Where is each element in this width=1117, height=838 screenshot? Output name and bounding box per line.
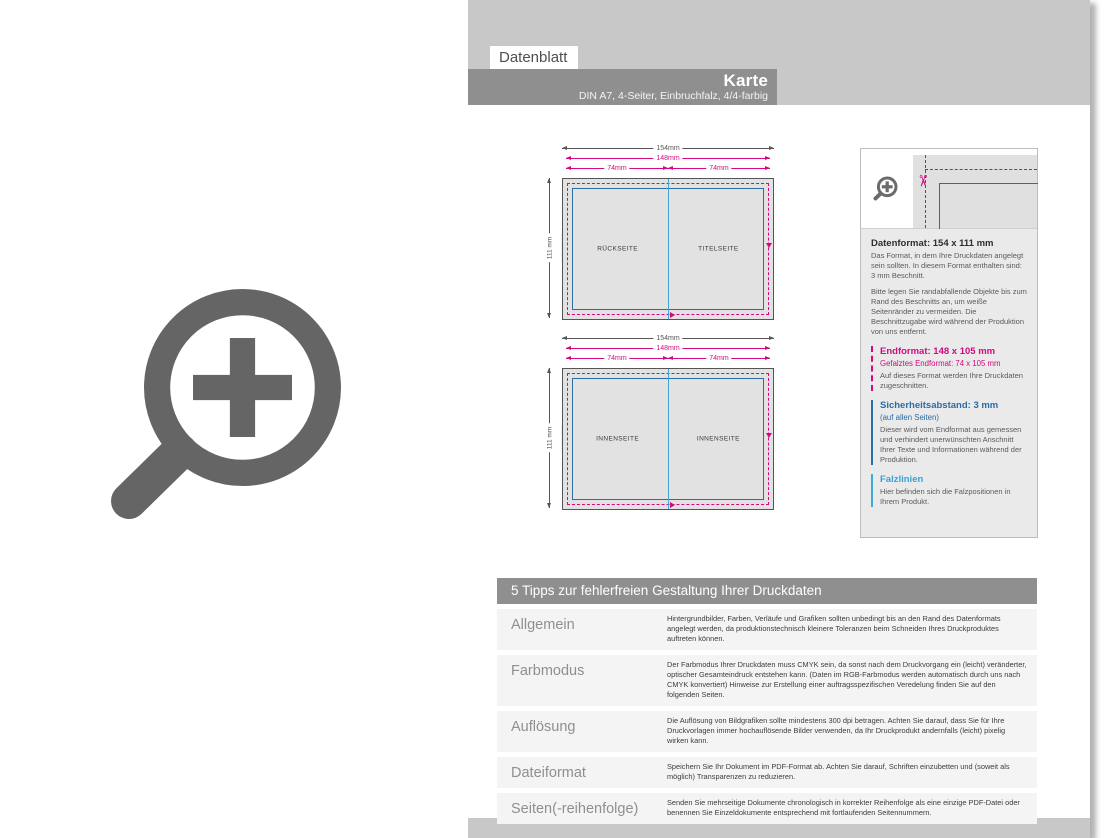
tips-header: 5 Tipps zur fehlerfreien Gestaltung Ihrer Druckdaten [497,578,1037,604]
page-subtitle: DIN A7, 4-Seiter, Einbruchfalz, 4/4-farbig [578,90,768,102]
tip-text: Senden Sie mehrseitige Dokumente chronologisch in korrekter Reihenfolge als eine einzige PDF-Datei oder benennen Sie Einzeldokumente entsprechend mit fortlaufenden Seitennummern. [667,798,1020,817]
page-title: Karte [723,71,768,90]
tip-text: Die Auflösung von Bildgrafiken sollte mindestens 300 dpi betragen. Achten Sie darauf, dass Sie für Ihre Druckvorlagen immer hochauflösende Bilder verwenden, da Ihr Druckprodukt andernfalls (leicht) pixelig wirken kann. [667,716,1006,745]
card-corner-zoom [913,155,1037,228]
table-row [497,711,1037,752]
tip-text: Hintergrundbilder, Farben, Verläufe und Grafiken sollten unbedingt bis an den Rand des Datenformats angelegt werden, da produktionstechnisch kleinere Toleranzen beim Schneiden Ihres Druckproduktes auftreten können. [667,614,1001,643]
dimension-half-left: 74mm [566,168,668,169]
tips-table [497,578,1037,824]
product-title-bar [468,69,777,105]
datenformat-body2: Bitte legen Sie randabfallende Objekte bis zum Rand des Beschnitts an, um weiße Seitenränder zu vermeiden. Die Beschnittzugabe wird während der Produktion von uns entfernt. [871,287,1027,336]
sicherheitsabstand-heading: Sicherheitsabstand: 3 mm [880,400,999,411]
tip-label-dateiformat: Dateiformat [511,765,586,781]
falzlinien-heading: Falzlinien [880,474,924,485]
table-row [497,757,1037,788]
panel-label-front: TITELSEITE [698,245,739,253]
tip-label-seitenreihenfolge: Seiten(-reihenfolge) [511,801,639,817]
tip-label-allgemein: Allgemein [511,617,575,633]
fold-marker-icon [670,312,675,318]
edge-marker-icon [766,433,772,438]
dimension-total-width: 154mm [562,148,774,149]
bleed-cut-line [925,155,926,228]
dimension-half-right: 74mm [668,168,770,169]
dimension-half-left: 74mm [566,358,668,359]
format-info-panel [860,148,1038,538]
panel-label-back: RÜCKSEITE [597,245,638,253]
endformat-heading: Endformat: 148 x 105 mm [880,346,996,357]
zoom-plus-icon [872,174,899,203]
dimension-trim-width: 148mm [566,348,770,349]
panel-label-inside-left: INNENSEITE [596,435,640,443]
panel-label-inside-right: INNENSEITE [696,435,740,443]
section-endformat [871,346,1027,391]
datenformat-body1: Das Format, in dem Ihre Druckdaten angelegt sein sollten. In diesem Format enthalten sind: 3 mm Beschnitt. [871,251,1024,280]
section-sicherheitsabstand [871,400,1027,465]
fold-line [668,179,669,319]
document-sheet [468,0,1090,838]
table-row [497,655,1037,706]
dimension-half-right: 74mm [668,358,770,359]
datenformat-heading: Datenformat: 154 x 111 mm [871,238,994,249]
dimension-total-width: 154mm [562,338,774,339]
card-sheet-inside [562,368,774,510]
tip-label-aufloesung: Auflösung [511,719,576,735]
sicherheitsabstand-body: Dieser wird vom Endformat aus gemessen und verhindert unerwünschten Anschnitt Ihrer Texte und Informationen während der Produktion. [880,425,1022,464]
fold-line [668,369,669,509]
table-row [497,609,1037,650]
section-falzlinien [871,474,1027,507]
card-diagram-outside [546,145,774,320]
edge-marker-icon [766,243,772,248]
sicherheitsabstand-subheading: (auf allen Seiten) [880,413,939,422]
endformat-body: Auf dieses Format werden Ihre Druckdaten zugeschnitten. [880,371,1023,390]
format-info-text [861,229,1037,507]
card-diagram-inside [546,335,774,510]
safety-margin-line [939,183,1038,229]
section-datenformat [871,238,1027,337]
endformat-subheading: Gefalztes Endformat: 74 x 105 mm [880,359,1001,368]
scissors-icon: ✂ [913,174,931,188]
dimension-total-height: 111 mm [549,368,550,508]
bleed-cut-line [925,169,1037,170]
corner-detail-visual [861,149,1037,229]
tip-text: Der Farbmodus Ihrer Druckdaten muss CMYK sein, da sonst nach dem Druckvorgang ein (leicht) veränderter, optischer Gesamteindruck entstehen kann. (Daten im RGB-Farbmodus werden automatisch durch uns nach CMYK konvertiert) Hinweise zur Erstellung einer auftragsspezifischen Veredelung finden Sie auf den folgenden Seiten. [667,660,1027,699]
card-sheet-outside [562,178,774,320]
dimension-total-height: 111 mm [549,178,550,318]
falzlinien-body: Hier befinden sich die Falzpositionen in Ihrem Produkt. [880,487,1011,506]
table-row [497,793,1037,824]
tip-label-farbmodus: Farbmodus [511,663,585,679]
fold-marker-icon [670,502,675,508]
tip-text: Speichern Sie Ihr Dokument im PDF-Format ab. Achten Sie darauf, Schriften einzubetten und (soweit als möglich) Transparenzen zu reduzieren. [667,762,1010,781]
zoom-plus-icon [95,262,357,546]
dimension-trim-width: 148mm [566,158,770,159]
datenblatt-tab: Datenblatt [490,46,578,69]
